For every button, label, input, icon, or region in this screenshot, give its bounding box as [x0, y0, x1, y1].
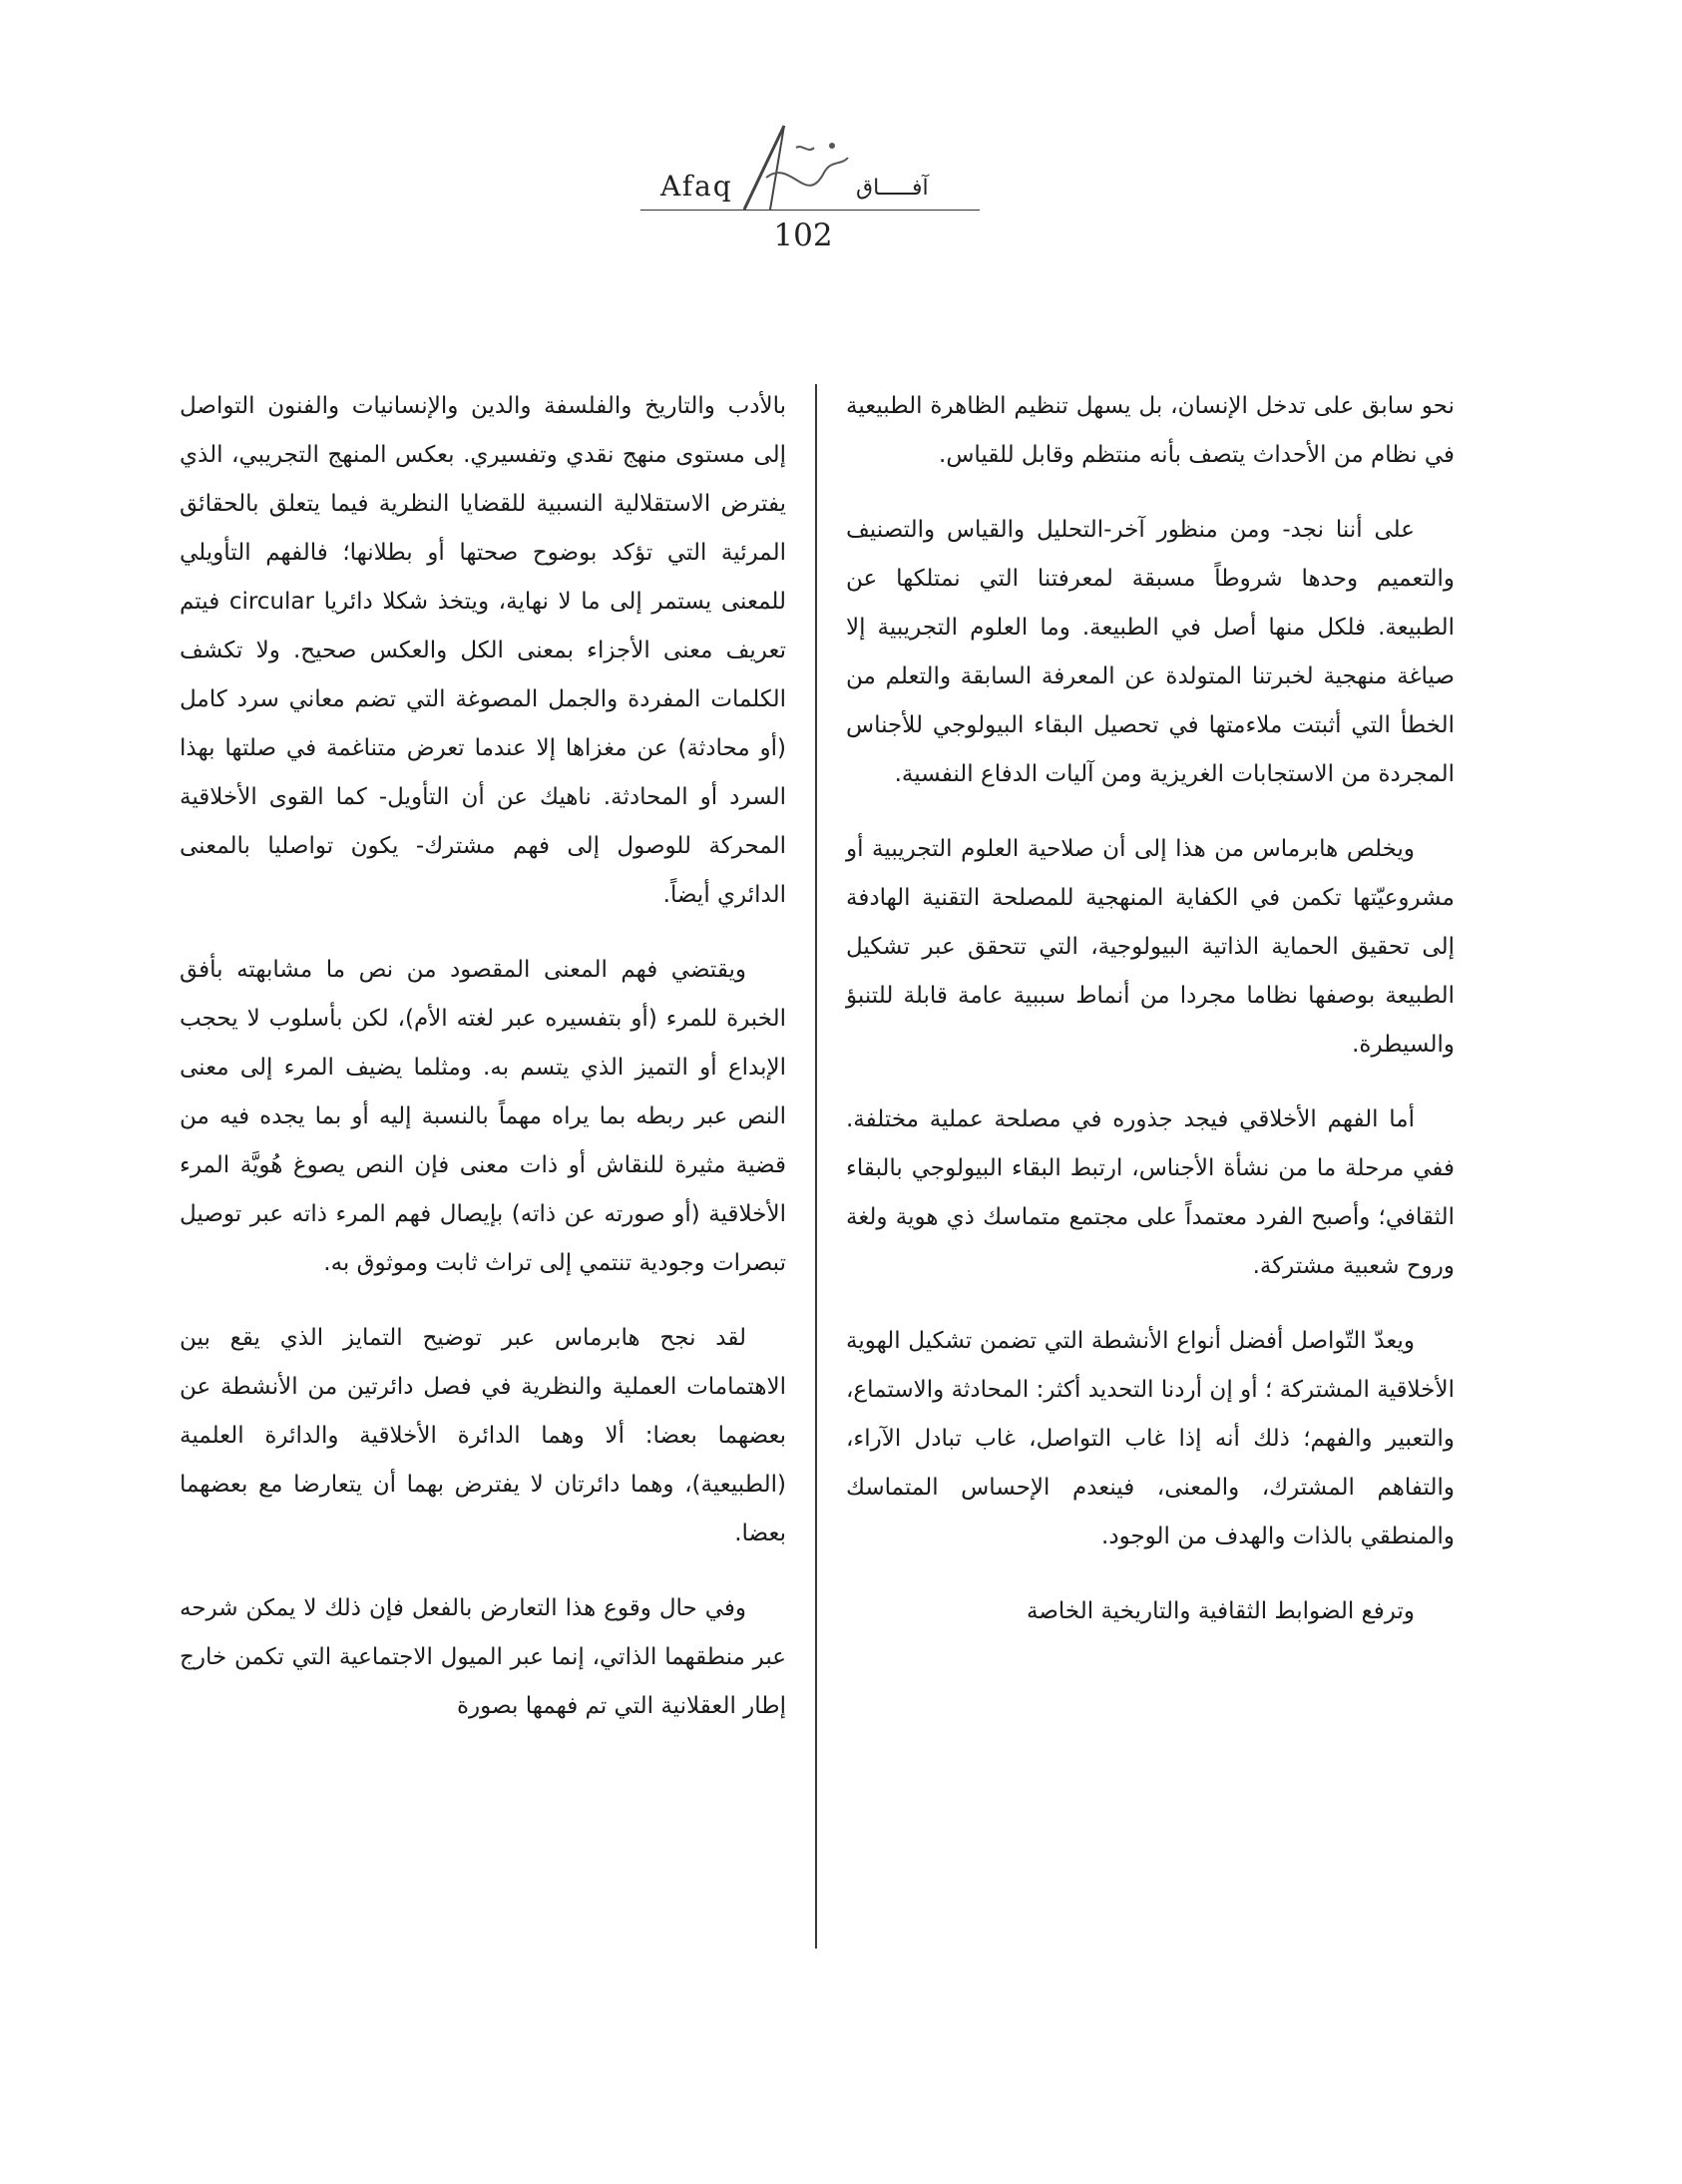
paragraph: ويخلص هابرماس من هذا إلى أن صلاحية العلوم التجريبية أو مشروعيّتها تكمن في الكفاية المنهجية للمصلحة التقنية الهادفة إلى تحقيق الحماية الذاتية البيولوجية، التي تتحقق عبر تشكيل الطبيعة بوصفها نظاما مجردا من أنماط سببية عامة قابلة للتنبؤ والسيطرة.	[846, 836, 1455, 1058]
running-header	[619, 118, 988, 267]
paragraph: ويقتضي فهم المعنى المقصود من نص ما مشابهته بأفق الخبرة للمرء (أو بتفسيره عبر لغته الأم)، لكن بأسلوب لا يحجب الإبداع أو التميز الذي يتسم به. ومثلما يضيف المرء إلى معنى النص عبر ربطه بما يراه مهماً بالنسبة إليه أو بما يجده فيه من قضية مثيرة للنقاش أو ذات معنى فإن النص يصوغ هُويَّة المرء الأخلاقية (أو صورته عن ذاته) بإيصال فهم المرء ذاته عبر توصيل تبصرات وجودية تنتمي إلى تراث ثابت وموثوق به.	[180, 957, 786, 1276]
column-divider	[815, 384, 817, 1949]
paragraph: بالأدب والتاريخ والفلسفة والدين والإنسانيات والفنون التواصل إلى مستوى منهج نقدي وتفسيري. بعكس المنهج التجريبي، الذي يفترض الاستقلالية النسبية للقضايا النظرية فيما يتعلق بالحقائق المرئية التي تؤكد بوضوح صحتها أو بطلانها؛ فالفهم التأويلي للمعنى يستمر إلى ما لا نهاية، ويتخذ شكلا دائريا circular فيتم تعريف معنى الأجزاء بمعنى الكل والعكس صحيح. ولا تكشف الكلمات المفردة والجمل المصوغة التي تضم معاني سرد كامل (أو محادثة) عن مغزاها إلا عندما تعرض متناغمة في صلتها بهذا السرد أو المحادثة. ناهيك عن أن التأويل- كما القوى الأخلاقية المحركة للوصول إلى فهم مشترك- يكون تواصليا بالمعنى الدائري أيضاً.	[180, 393, 786, 908]
paragraph: على أننا نجد- ومن منظور آخر-التحليل والقياس والتصنيف والتعميم وحدها شروطاً مسبقة لمعرفتنا التي نمتلكها عن الطبيعة. فلكل منها أصل في الطبيعة. وما العلوم التجريبية إلا صياغة منهجية لخبرتنا المتولدة عن المعرفة السابقة والتعلم من الخطأ التي أثبتت ملاءمتها في تحصيل البقاء البيولوجي للأجناس المجردة من الاستجابات الغريزية ومن آليات الدفاع النفسية.	[846, 517, 1455, 787]
page-number: 102	[773, 218, 833, 253]
header-rule	[640, 210, 980, 211]
paragraph: ويعدّ التّواصل أفضل أنواع الأنشطة التي تضمن تشكيل الهوية الأخلاقية المشتركة ؛ أو إن أردنا التحديد أكثر: المحادثة والاستماع، والتعبير والفهم؛ ذلك أنه إذا غاب التواصل، غاب تبادل الآراء، والتفاهم المشترك، والمعنى، فينعدم الإحساس المتماسك والمنطقي بالذات والهدف من الوجود.	[846, 1328, 1455, 1549]
afaq-logo-icon	[736, 118, 856, 214]
brand-latin: Afaq	[660, 170, 733, 203]
left-column	[180, 382, 786, 1757]
paragraph: وفي حال وقوع هذا التعارض بالفعل فإن ذلك لا يمكن شرحه عبر منطقهما الذاتي، إنما عبر الميول الاجتماعية التي تكمن خارج إطار العقلانية التي تم فهمها بصورة	[180, 1595, 786, 1719]
brand-arabic: آفـــــاق	[856, 176, 929, 201]
paragraph: وترفع الضوابط الثقافية والتاريخية الخاصة	[1027, 1598, 1415, 1624]
paragraph: أما الفهم الأخلاقي فيجد جذوره في مصلحة عملية مختلفة. ففي مرحلة ما من نشأة الأجناس، ارتبط البقاء البيولوجي بالبقاء الثقافي؛ وأصبح الفرد معتمداً على مجتمع متماسك ذي هوية ولغة وروح شعبية مشتركة.	[846, 1106, 1455, 1279]
paragraph: نحو سابق على تدخل الإنسان، بل يسهل تنظيم الظاهرة الطبيعية في نظام من الأحداث يتصف بأنه منتظم وقابل للقياس.	[846, 393, 1455, 468]
right-column	[846, 382, 1455, 1662]
paragraph: لقد نجح هابرماس عبر توضيح التمايز الذي يقع بين الاهتمامات العملية والنظرية في فصل دائرتين من الأنشطة عن بعضهما بعضا: ألا وهما الدائرة الأخلاقية والدائرة العلمية (الطبيعية)، وهما دائرتان لا يفترض بهما أن يتعارضا مع بعضهما بعضا.	[180, 1325, 786, 1546]
